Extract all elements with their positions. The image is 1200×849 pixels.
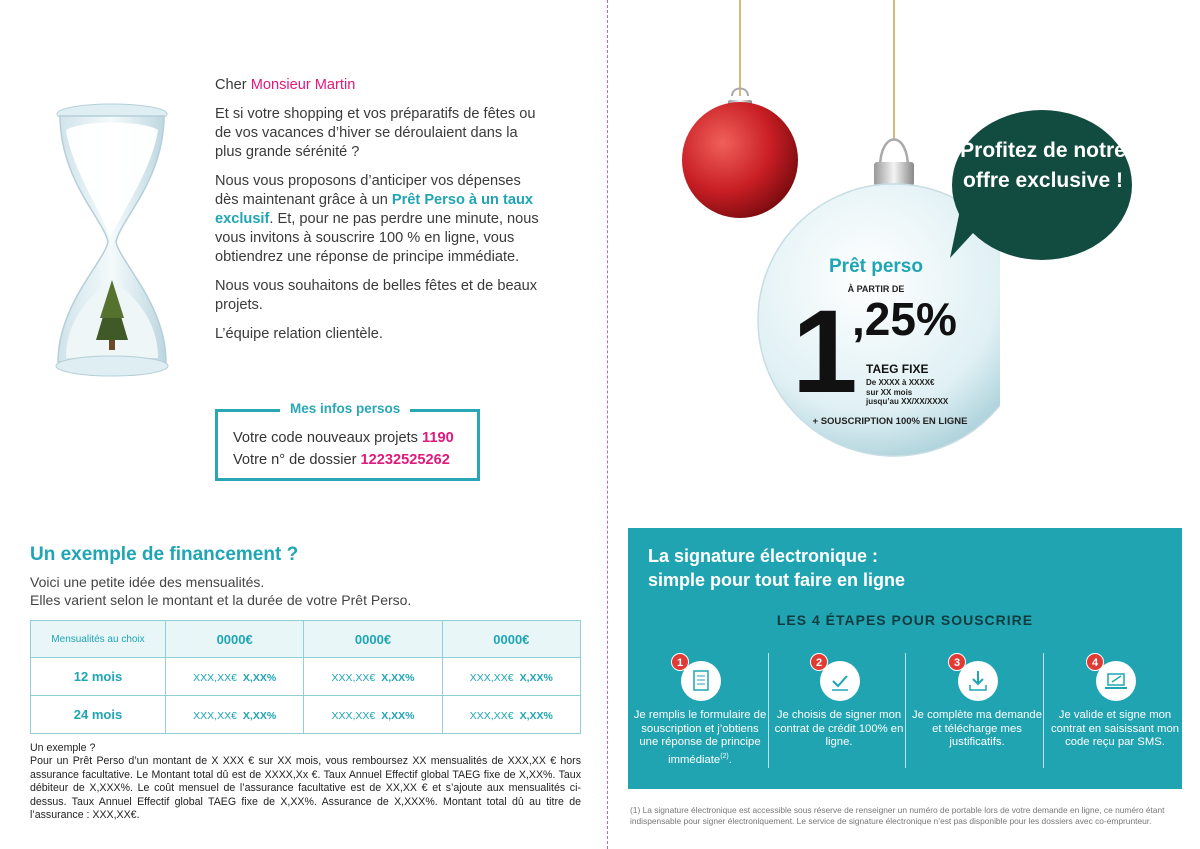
personal-info-title: Mes infos persos	[280, 401, 410, 416]
rate-value: X,XX%	[242, 671, 277, 684]
online-subscription-label: + SOUSCRIPTION 100% EN LIGNE	[812, 416, 968, 427]
signature-panel	[628, 528, 1182, 789]
step-3	[908, 653, 1046, 768]
dossier-label: Votre n° de dossier	[233, 452, 361, 468]
signature-title	[648, 544, 905, 592]
example-subtitle	[30, 573, 411, 609]
step-2	[770, 653, 908, 768]
condition-line: jusqu’au XX/XX/XXXX	[866, 397, 949, 406]
condition-line: sur XX mois	[866, 387, 913, 397]
header-label: Mensualités au choix	[31, 621, 166, 658]
monthly-value: XXX,XX€	[469, 709, 514, 722]
step-number: 3	[948, 653, 966, 671]
monthly-value: XXX,XX€	[331, 709, 376, 722]
letter-paragraph-2	[215, 172, 545, 267]
rate-value: X,XX%	[519, 671, 553, 684]
legal-body: Pour un Prêt Perso d’un montant de X XXX € sur XX mois, vous remboursez XX mensualités de XXX,XX € hors assurance facultative. Le Montant total dû est de XXXX,Xx €. Taux Annuel Effectif global TAEG fixe de X,XX%. Taux débiteur de X,XXX%. Le coût mensuel de l’assurance facultative est de XX,XX € et s’ajoute aux mensualités ci-dessus. Taux Annuel Effectif global TAEG fixe de X,XX%. Assurance de X,XXX%. Montant total dû au titre de l’assurance : XXX,XX€.	[30, 755, 581, 822]
step-number: 1	[671, 653, 689, 671]
project-code-label: Votre code nouveaux projets	[233, 430, 423, 446]
letter-p2-end: . Et, pour ne pas perdre une minute, nous vous invitons à souscrire 100 % en ligne, vous obtiendrez une réponse de principe immédiate.	[215, 211, 539, 265]
greeting	[215, 76, 545, 95]
project-code-value: 1190	[422, 430, 454, 446]
personal-info-box	[215, 401, 480, 481]
letter-p2-start: Nous vous proposons d’anticiper vos dépenses dès maintenant grâce à un	[215, 173, 521, 208]
letter-paragraph-1: Et si votre shopping et vos préparatifs de fêtes ou de vos vacances d’hiver se déroulaient dans la plus grande sérénité ?	[215, 106, 536, 160]
rate-value: X,XX%	[519, 709, 553, 722]
signature-title-line-2: simple pour tout faire en ligne	[648, 570, 906, 590]
steps-title: LES 4 ÉTAPES POUR SOUSCRIRE	[776, 612, 1034, 628]
loan-title: Prêt perso	[829, 256, 923, 277]
step-1	[631, 653, 769, 768]
dossier-line	[233, 452, 450, 468]
taeg-label: TAEG FIXE	[866, 362, 929, 376]
speech-bubble-tail	[950, 210, 990, 260]
rate-conditions	[866, 378, 948, 407]
step-text	[631, 709, 769, 767]
greeting-prefix: Cher	[215, 77, 251, 93]
step-divider	[905, 653, 906, 768]
step-number: 4	[1086, 653, 1104, 671]
duration-label: 24 mois	[31, 696, 166, 734]
monthly-value: XXX,XX€	[469, 671, 514, 684]
step-text-body: Je remplis le formulaire de souscription et j’obtiens une réponse de principe immédiate	[633, 709, 767, 766]
amount-header: 0000€	[166, 621, 304, 658]
letter-text	[215, 76, 545, 354]
table-cell	[442, 658, 580, 696]
table-cell	[166, 696, 304, 734]
letter-paragraph-3: Nous vous souhaitons de belles fêtes et de beaux projets.	[215, 278, 538, 313]
rate-decimal: ,25%	[852, 293, 957, 345]
monthly-value: XXX,XX€	[193, 671, 237, 684]
condition-line: De XXXX à XXXX€	[866, 378, 935, 387]
step-4	[1046, 653, 1184, 768]
fold-line	[607, 0, 608, 849]
monthly-value: XXX,XX€	[193, 709, 237, 722]
table-cell	[442, 696, 580, 734]
offer-highlight: Prêt Perso à un taux exclusif	[215, 192, 533, 227]
amount-header: 0000€	[442, 621, 580, 658]
table-cell	[304, 696, 442, 734]
letter-signature: L’équipe relation clientèle.	[215, 326, 383, 342]
table-cell	[166, 658, 304, 696]
step-number: 2	[810, 653, 828, 671]
project-code-line	[233, 430, 454, 446]
dossier-value: 12232525262	[360, 452, 450, 468]
example-subtitle-1: Voici une petite idée des mensualités.	[30, 574, 265, 590]
customer-name: Monsieur Martin	[250, 77, 356, 93]
from-label: À PARTIR DE	[847, 284, 905, 294]
offer-bubble-text: Profitez de notre offre exclusive !	[960, 139, 1126, 192]
rate-integer: 1	[792, 286, 854, 418]
signature-footnote: (1) La signature électronique est accessible sous réserve de renseigner un numéro de portable lors de votre demande en ligne, ce numéro étant indispensable pour signer électroniquement. Le service de signature électronique n’est pas disponible pour les dossiers avec co-emprunteur.	[630, 805, 1165, 826]
table-cell	[304, 658, 442, 696]
rate-value: X,XX%	[381, 709, 415, 722]
example-title: Un exemple de financement ?	[30, 544, 299, 565]
rate-value: X,XX%	[242, 709, 277, 722]
legal-title: Un exemple ?	[30, 742, 96, 754]
hourglass-illustration	[52, 100, 172, 385]
monthly-value: XXX,XX€	[331, 671, 376, 684]
signature-title-line-1: La signature électronique :	[648, 546, 879, 566]
step-divider	[768, 653, 769, 768]
table-header-row	[31, 621, 581, 658]
duration-label: 12 mois	[31, 658, 166, 696]
example-subtitle-2: Elles varient selon le montant et la durée de votre Prêt Perso.	[30, 592, 412, 608]
legal-text	[30, 742, 581, 822]
step-divider	[1043, 653, 1044, 768]
step-text: Je choisis de signer mon contrat de crédit 100% en ligne.	[774, 709, 904, 748]
rate-value: X,XX%	[381, 671, 415, 684]
table-row	[31, 658, 581, 696]
step-text: Je valide et signe mon contrat en saisissant mon code reçu par SMS.	[1050, 709, 1180, 748]
step-text-tail: .	[728, 753, 732, 766]
table-row	[31, 696, 581, 734]
step-text: Je complète ma demande et télécharge mes justificatifs.	[912, 709, 1042, 748]
financing-table	[30, 620, 581, 734]
amount-header: 0000€	[304, 621, 442, 658]
footnote-ref: (2)	[720, 752, 729, 760]
